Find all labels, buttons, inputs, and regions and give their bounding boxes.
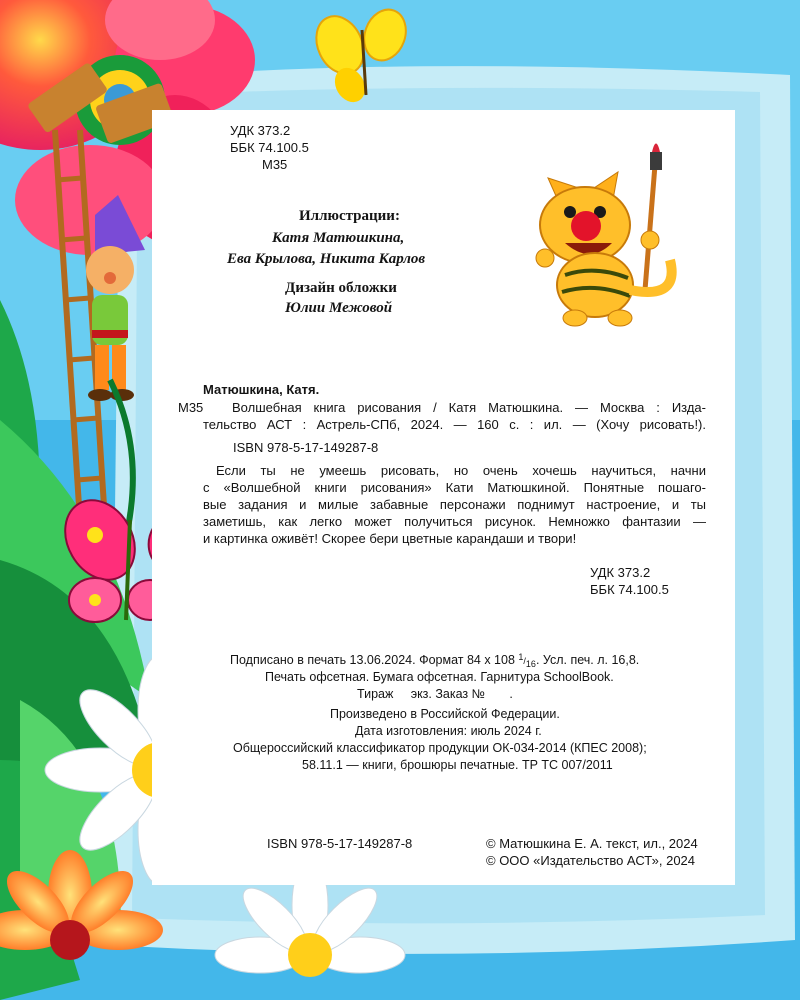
footer-isbn: ISBN 978-5-17-149287-8 — [267, 836, 413, 851]
annotation-line2: с «Волшебной книги рисования» Кати Матюшкиной. Понятные пошаго- — [203, 480, 706, 495]
annotation-line3: вые задания и милые забавные персонажи поднимут настроение, и ты — [203, 497, 706, 512]
annotation-line4: заметишь, как легко может получиться рисунок. Немножко фантазии — — [203, 514, 706, 529]
catalog-author: Матюшкина, Катя. — [203, 382, 320, 397]
classification-udk: УДК 373.2 — [590, 565, 651, 580]
annotation-line5: и картинка оживёт! Скорее бери цветные карандаши и твори! — [203, 531, 577, 546]
footer-copyright-author: © Матюшкина Е. А. текст, ил., 2024 — [486, 836, 698, 851]
imprint-line2: Печать офсетная. Бумага офсетная. Гарнитура SchoolBook. — [265, 670, 614, 684]
imprint-line7: 58.11.1 — книги, брошюры печатные. ТР ТС 007/2011 — [302, 758, 613, 772]
format-fraction: 1/16 — [518, 652, 536, 669]
cover-design-heading: Дизайн обложки — [285, 280, 397, 296]
imprint-line5: Дата изготовления: июль 2024 г. — [355, 724, 542, 738]
catalog-mark: М35 — [178, 400, 204, 415]
header-udk: УДК 373.2 — [230, 123, 291, 138]
catalog-isbn: ISBN 978-5-17-149287-8 — [233, 440, 379, 455]
imprint-line6: Общероссийский классификатор продукции ОК-034-2014 (КПЕС 2008); — [233, 741, 647, 755]
header-bbk: ББК 74.100.5 — [230, 140, 309, 155]
imprint-line4: Произведено в Российской Федерации. — [330, 707, 560, 721]
header-author-mark: М35 — [262, 157, 288, 172]
imprint-line3: Тираж экз. Заказ № . — [357, 687, 513, 701]
illustrations-heading: Иллюстрации: — [299, 208, 400, 224]
cover-designer: Юлии Межовой — [285, 300, 393, 316]
catalog-line2: тельство АСТ : Астрель-СПб, 2024. — 160 с. : ил. — (Хочу рисовать!). — [203, 417, 706, 432]
illustrators-line1: Катя Матюшкина, — [272, 230, 405, 246]
catalog-line1: Волшебная книга рисования / Катя Матюшкина. — Москва : Изда- — [232, 400, 706, 415]
footer-copyright-publisher: © ООО «Издательство АСТ», 2024 — [486, 853, 696, 868]
illustrators-line2: Ева Крылова, Никита Карлов — [227, 251, 426, 267]
annotation-line1: Если ты не умеешь рисовать, но очень хочешь научиться, начни — [216, 463, 706, 478]
imprint-line1: Подписано в печать 13.06.2024. Формат 84 x 108 1/16. Усл. печ. л. 16,8. — [230, 652, 640, 669]
classification-bbk: ББК 74.100.5 — [590, 582, 669, 597]
